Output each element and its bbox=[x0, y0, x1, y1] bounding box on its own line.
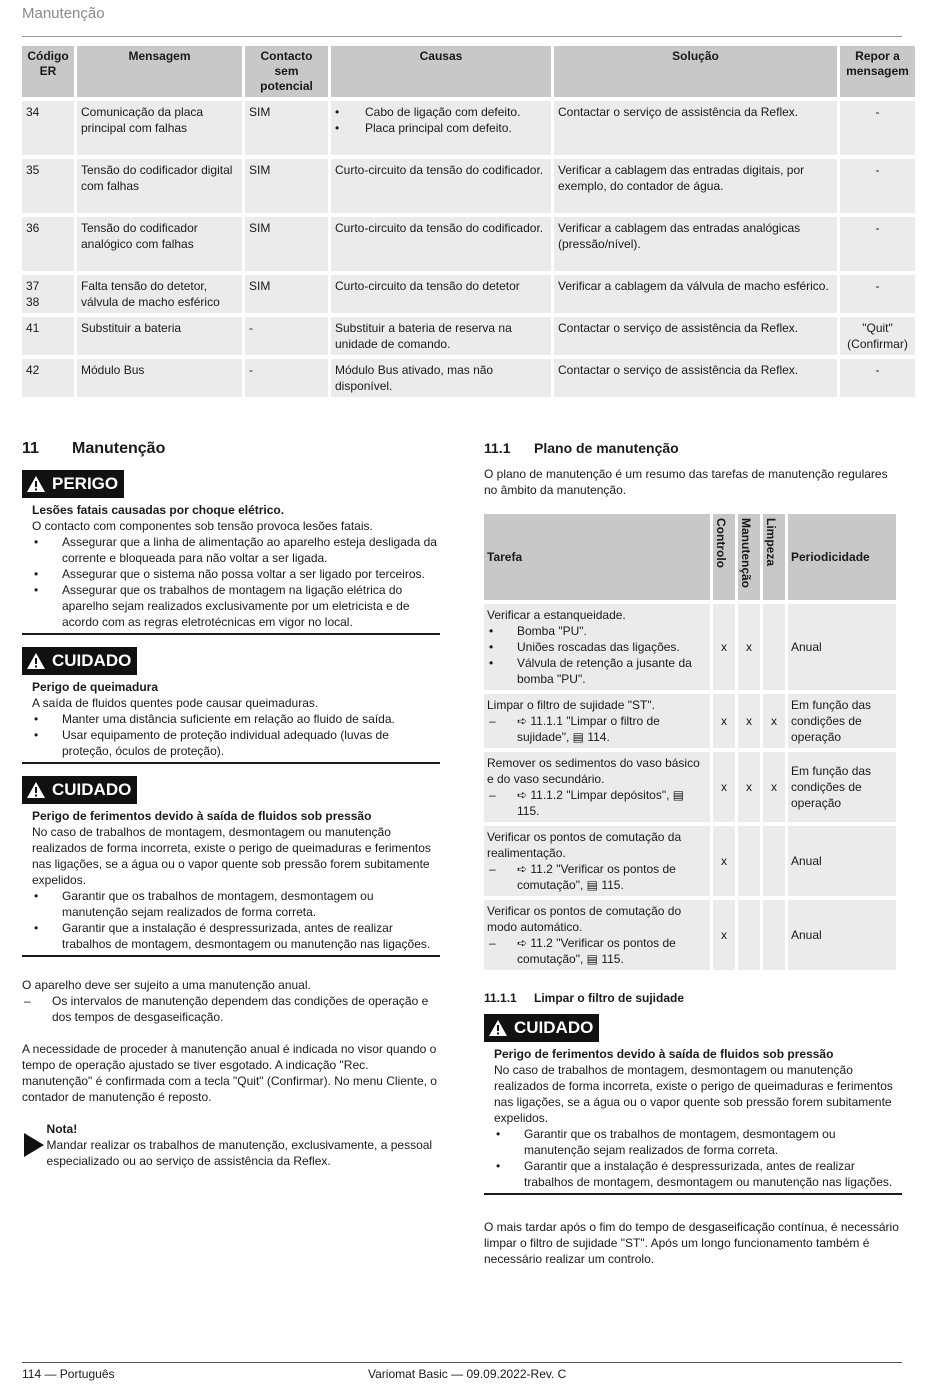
cleaning-mark: x bbox=[763, 694, 785, 748]
task-cell bbox=[484, 752, 710, 822]
column-header-label: Controlo bbox=[714, 518, 728, 568]
notice-title: Perigo de ferimentos devido à saída de fluidos sob pressão bbox=[32, 809, 372, 823]
table-row bbox=[484, 752, 896, 822]
error-table bbox=[19, 42, 918, 401]
footer-rule bbox=[22, 1362, 902, 1363]
section-heading bbox=[22, 438, 440, 460]
error-cause: Curto-circuito da tensão do detetor bbox=[331, 275, 551, 313]
period-cell: Anual bbox=[788, 900, 896, 970]
period-cell: Anual bbox=[788, 826, 896, 896]
warning-triangle-icon bbox=[26, 475, 46, 493]
caution-badge bbox=[22, 647, 137, 675]
period-cell: Em função das condições de operação bbox=[788, 694, 896, 748]
cross-reference-link[interactable]: 11.1.2 "Limpar depósitos", bbox=[530, 788, 673, 802]
list-item: • Garantir que os trabalhos de montagem, desmontagem ou manutenção sejam realizados de forma correta. bbox=[494, 1126, 902, 1158]
page-icon: ▤ bbox=[672, 788, 685, 802]
link-arrow-icon: ➪ bbox=[517, 936, 531, 950]
task-list bbox=[487, 623, 707, 687]
running-header: Manutenção bbox=[22, 5, 105, 22]
error-message: Tensão do codificador analógico com falhas bbox=[77, 217, 242, 271]
section-title: Limpar o filtro de sujidade bbox=[534, 991, 685, 1005]
error-solution: Verificar a cablagem das entradas analógicas (pressão/nível). bbox=[554, 217, 837, 271]
note-text: Mandar realizar os trabalhos de manutenção, exclusivamente, a pessoal especializado ou ao serviço de assistência da Reflex. bbox=[46, 1138, 433, 1168]
left-column bbox=[22, 438, 440, 1169]
notice-title: Lesões fatais causadas por choque elétrico. bbox=[32, 503, 285, 517]
error-message: Módulo Bus bbox=[77, 359, 242, 397]
paragraph-text: O aparelho deve ser sujeito a uma manutenção anual. bbox=[22, 978, 311, 992]
danger-notice bbox=[22, 470, 440, 635]
error-reset: - bbox=[840, 101, 915, 155]
error-solution: Contactar o serviço de assistência da Reflex. bbox=[554, 317, 837, 355]
danger-badge-label: PERIGO bbox=[52, 474, 119, 493]
right-column bbox=[484, 438, 902, 1267]
column-header: Tarefa bbox=[484, 514, 710, 600]
section-number: 11.1 bbox=[484, 440, 511, 456]
maintenance-mark: x bbox=[738, 694, 760, 748]
cross-reference bbox=[487, 935, 707, 967]
task-text: Verificar os pontos de comutação da realimentação. bbox=[487, 830, 682, 860]
table-row bbox=[22, 217, 915, 271]
period-cell: Anual bbox=[788, 604, 896, 690]
warning-triangle-icon bbox=[26, 781, 46, 799]
footer-page: 114 — Português bbox=[22, 1367, 115, 1381]
maintenance-plan-table bbox=[481, 510, 899, 974]
column-header: Contacto sem potencial bbox=[245, 46, 328, 97]
error-solution: Verificar a cablagem das entradas digitais, por exemplo, do contador de água. bbox=[554, 159, 837, 213]
page-number: 114. bbox=[587, 730, 610, 744]
error-reset: - bbox=[840, 359, 915, 397]
section-title: Manutenção bbox=[72, 440, 166, 457]
page-icon: ▤ bbox=[572, 730, 588, 744]
error-contact: SIM bbox=[245, 217, 328, 271]
warning-triangle-icon bbox=[488, 1019, 508, 1037]
plan-table-header bbox=[484, 514, 896, 600]
task-cell bbox=[484, 604, 710, 690]
header-rule bbox=[22, 36, 902, 37]
error-contact: SIM bbox=[245, 275, 328, 313]
error-causes bbox=[331, 101, 551, 155]
notice-title: Perigo de ferimentos devido à saída de fluidos sob pressão bbox=[494, 1047, 834, 1061]
paragraph bbox=[22, 977, 440, 1025]
error-reset: - bbox=[840, 275, 915, 313]
error-cause: Curto-circuito da tensão do codificador. bbox=[331, 217, 551, 271]
cleaning-mark: x bbox=[763, 752, 785, 822]
error-table-header bbox=[22, 46, 915, 97]
control-mark: x bbox=[713, 694, 735, 748]
table-row bbox=[22, 101, 915, 155]
link-arrow-icon: ➪ bbox=[517, 862, 531, 876]
error-reset: "Quit" (Confirmar) bbox=[840, 317, 915, 355]
table-row bbox=[484, 900, 896, 970]
column-header bbox=[763, 514, 785, 600]
footer-document: Variomat Basic — 09.09.2022-Rev. C bbox=[368, 1367, 567, 1381]
error-code: 36 bbox=[22, 217, 74, 271]
section-title: Plano de manutenção bbox=[534, 440, 679, 456]
error-message: Comunicação da placa principal com falhas bbox=[77, 101, 242, 155]
list-item: • Manter uma distância suficiente em relação ao fluido de saída. bbox=[32, 711, 440, 727]
task-text: Verificar a estanqueidade. bbox=[487, 608, 626, 622]
table-row bbox=[22, 275, 915, 313]
link-arrow-icon: ➪ bbox=[517, 714, 531, 728]
note-title: Nota! bbox=[46, 1122, 78, 1136]
error-solution: Contactar o serviço de assistência da Reflex. bbox=[554, 359, 837, 397]
column-header: Código ER bbox=[22, 46, 74, 97]
caution-badge-label: CUIDADO bbox=[52, 651, 132, 670]
note-box bbox=[22, 1121, 440, 1169]
list-item: – Os intervalos de manutenção dependem das condições de operação e dos tempos de desgaseificação. bbox=[22, 993, 440, 1025]
maintenance-mark: x bbox=[738, 752, 760, 822]
list-item: • Válvula de retenção a jusante da bomba "PU". bbox=[487, 655, 707, 687]
cross-reference bbox=[487, 787, 707, 819]
cleaning-mark bbox=[763, 900, 785, 970]
cross-reference bbox=[487, 713, 707, 745]
task-cell bbox=[484, 694, 710, 748]
error-contact: SIM bbox=[245, 159, 328, 213]
error-reset: - bbox=[840, 159, 915, 213]
page-icon: ▤ bbox=[586, 952, 602, 966]
control-mark: x bbox=[713, 826, 735, 896]
page-number: 115. bbox=[517, 804, 540, 818]
list-item: • Garantir que a instalação é despressurizada, antes de realizar trabalhos de montagem, desmontagem ou manutenção nas ligações. bbox=[494, 1158, 902, 1190]
column-header: Periodicidade bbox=[788, 514, 896, 600]
section-number: 11 bbox=[22, 440, 39, 457]
caution-badge bbox=[22, 776, 137, 804]
column-header: Solução bbox=[554, 46, 837, 97]
note-arrow-icon bbox=[22, 1121, 47, 1169]
list-item: • Assegurar que o sistema não possa voltar a ser ligado por terceiros. bbox=[32, 566, 440, 582]
error-cause: Curto-circuito da tensão do codificador. bbox=[331, 159, 551, 213]
cross-reference bbox=[487, 861, 707, 893]
control-mark: x bbox=[713, 604, 735, 690]
control-mark: x bbox=[713, 752, 735, 822]
table-row bbox=[22, 317, 915, 355]
error-contact: - bbox=[245, 359, 328, 397]
list-item: • Garantir que a instalação é despressurizada, antes de realizar trabalhos de montagem, desmontagem ou manutenção nas ligações. bbox=[32, 920, 440, 952]
column-header bbox=[738, 514, 760, 600]
task-cell bbox=[484, 826, 710, 896]
caution-badge-label: CUIDADO bbox=[514, 1018, 594, 1037]
paragraph: A necessidade de proceder à manutenção anual é indicada no visor quando o tempo de operação ajustado se tiver esgotado. A indicação "Rec. manutenção" é confirmada com a tecla "Quit" (Confirmar). No menu Cliente, o contador de manutenção é reposto. bbox=[22, 1042, 437, 1104]
list-item: • Garantir que os trabalhos de montagem, desmontagem ou manutenção sejam realizados de forma correta. bbox=[32, 888, 440, 920]
table-row bbox=[484, 604, 896, 690]
caution-badge bbox=[484, 1014, 599, 1042]
column-header: Causas bbox=[331, 46, 551, 97]
maintenance-mark bbox=[738, 826, 760, 896]
task-cell bbox=[484, 900, 710, 970]
notice-text: No caso de trabalhos de montagem, desmontagem ou manutenção realizados de forma incorreta, existe o perigo de queimaduras e ferimentos nas ligações, se a água ou o vapor quente sob pressão forem subitamente expelidos. bbox=[32, 825, 431, 887]
notice-list bbox=[32, 888, 440, 952]
warning-triangle-icon bbox=[26, 652, 46, 670]
caution-notice bbox=[22, 776, 440, 957]
maintenance-mark: x bbox=[738, 604, 760, 690]
notice-title: Perigo de queimadura bbox=[32, 680, 159, 694]
error-code: 42 bbox=[22, 359, 74, 397]
error-cause: Substituir a bateria de reserva na unidade de comando. bbox=[331, 317, 551, 355]
error-code bbox=[22, 275, 74, 313]
error-reset: - bbox=[840, 217, 915, 271]
list-item: • Uniões roscadas das ligações. bbox=[487, 639, 707, 655]
dash-list bbox=[22, 993, 440, 1025]
column-header: Repor a mensagem bbox=[840, 46, 915, 97]
cleaning-mark bbox=[763, 826, 785, 896]
error-cause: Módulo Bus ativado, mas não disponível. bbox=[331, 359, 551, 397]
notice-text: O contacto com componentes sob tensão provoca lesões fatais. bbox=[32, 519, 373, 533]
error-message: Falta tensão do detetor, válvula de macho esférico bbox=[77, 275, 242, 313]
error-message: Tensão do codificador digital com falhas bbox=[77, 159, 242, 213]
section-number: 11.1.1 bbox=[484, 991, 517, 1005]
table-row bbox=[22, 359, 915, 397]
table-row bbox=[484, 694, 896, 748]
error-code-line: 38 bbox=[26, 295, 40, 309]
paragraph: O mais tardar após o fim do tempo de desgaseificação contínua, é necessário limpar o filtro de sujidade "ST". Após um longo funcionamento também é necessário realizar um controlo. bbox=[484, 1220, 899, 1266]
notice-list bbox=[32, 711, 440, 759]
page-number: 115. bbox=[601, 878, 624, 892]
error-contact: - bbox=[245, 317, 328, 355]
caution-badge-label: CUIDADO bbox=[52, 780, 132, 799]
page-number: 115. bbox=[601, 952, 624, 966]
paragraph: O plano de manutenção é um resumo das tarefas de manutenção regulares no âmbito da manutenção. bbox=[484, 467, 888, 497]
page-icon: ▤ bbox=[586, 878, 602, 892]
danger-badge bbox=[22, 470, 124, 498]
error-solution: Contactar o serviço de assistência da Reflex. bbox=[554, 101, 837, 155]
cross-reference-link[interactable]: 11.2 "Verificar os pontos de comutação", bbox=[517, 862, 676, 892]
task-text: Limpar o filtro de sujidade "ST". bbox=[487, 698, 655, 712]
link-arrow-icon: ➪ bbox=[517, 788, 531, 802]
table-row bbox=[484, 826, 896, 896]
period-cell: Em função das condições de operação bbox=[788, 752, 896, 822]
notice-text: No caso de trabalhos de montagem, desmontagem ou manutenção realizados de forma incorreta, existe o perigo de queimaduras e ferimentos nas ligações, se a água ou o vapor quente sob pressão forem subitamente expelidos. bbox=[494, 1063, 893, 1125]
list-item: • Assegurar que a linha de alimentação ao aparelho esteja desligada da corrente e bloqueada para não voltar a ser ligada. bbox=[32, 534, 440, 566]
subsection-heading bbox=[484, 438, 902, 458]
error-message: Substituir a bateria bbox=[77, 317, 242, 355]
cleaning-mark bbox=[763, 604, 785, 690]
subsubsection-heading bbox=[484, 990, 902, 1006]
notice-list bbox=[32, 534, 440, 630]
list-item: • Usar equipamento de proteção individual adequado (luvas de proteção, óculos de proteção). bbox=[32, 727, 440, 759]
error-code: 41 bbox=[22, 317, 74, 355]
column-header bbox=[713, 514, 735, 600]
control-mark: x bbox=[713, 900, 735, 970]
cross-reference-link[interactable]: 11.2 "Verificar os pontos de comutação", bbox=[517, 936, 676, 966]
caution-notice bbox=[22, 647, 440, 764]
task-text: Remover os sedimentos do vaso básico e do vaso secundário. bbox=[487, 756, 700, 786]
task-text: Verificar os pontos de comutação do modo automático. bbox=[487, 904, 682, 934]
caution-notice bbox=[484, 1014, 902, 1195]
error-code: 34 bbox=[22, 101, 74, 155]
column-header: Mensagem bbox=[77, 46, 242, 97]
notice-text: A saída de fluidos quentes pode causar queimaduras. bbox=[32, 696, 319, 710]
column-header-label: Manutenção bbox=[739, 518, 753, 589]
column-header-label: Limpeza bbox=[764, 518, 778, 567]
cause-item: • Cabo de ligação com defeito. bbox=[335, 104, 547, 120]
maintenance-mark bbox=[738, 900, 760, 970]
cause-item: • Placa principal com defeito. bbox=[335, 120, 547, 136]
notice-list bbox=[494, 1126, 902, 1190]
error-code: 35 bbox=[22, 159, 74, 213]
list-item: • Assegurar que os trabalhos de montagem na ligação elétrica do aparelho sejam realizados exclusivamente por um eletricista e de acordo com as regras eletrotécnicas em vigor no local. bbox=[32, 582, 440, 630]
error-contact: SIM bbox=[245, 101, 328, 155]
error-code-line: 37 bbox=[26, 279, 40, 293]
table-row bbox=[22, 159, 915, 213]
error-solution: Verificar a cablagem da válvula de macho esférico. bbox=[554, 275, 837, 313]
cross-reference-link[interactable]: 11.1.1 "Limpar o filtro de sujidade", bbox=[517, 714, 660, 744]
list-item: • Bomba "PU". bbox=[487, 623, 707, 639]
